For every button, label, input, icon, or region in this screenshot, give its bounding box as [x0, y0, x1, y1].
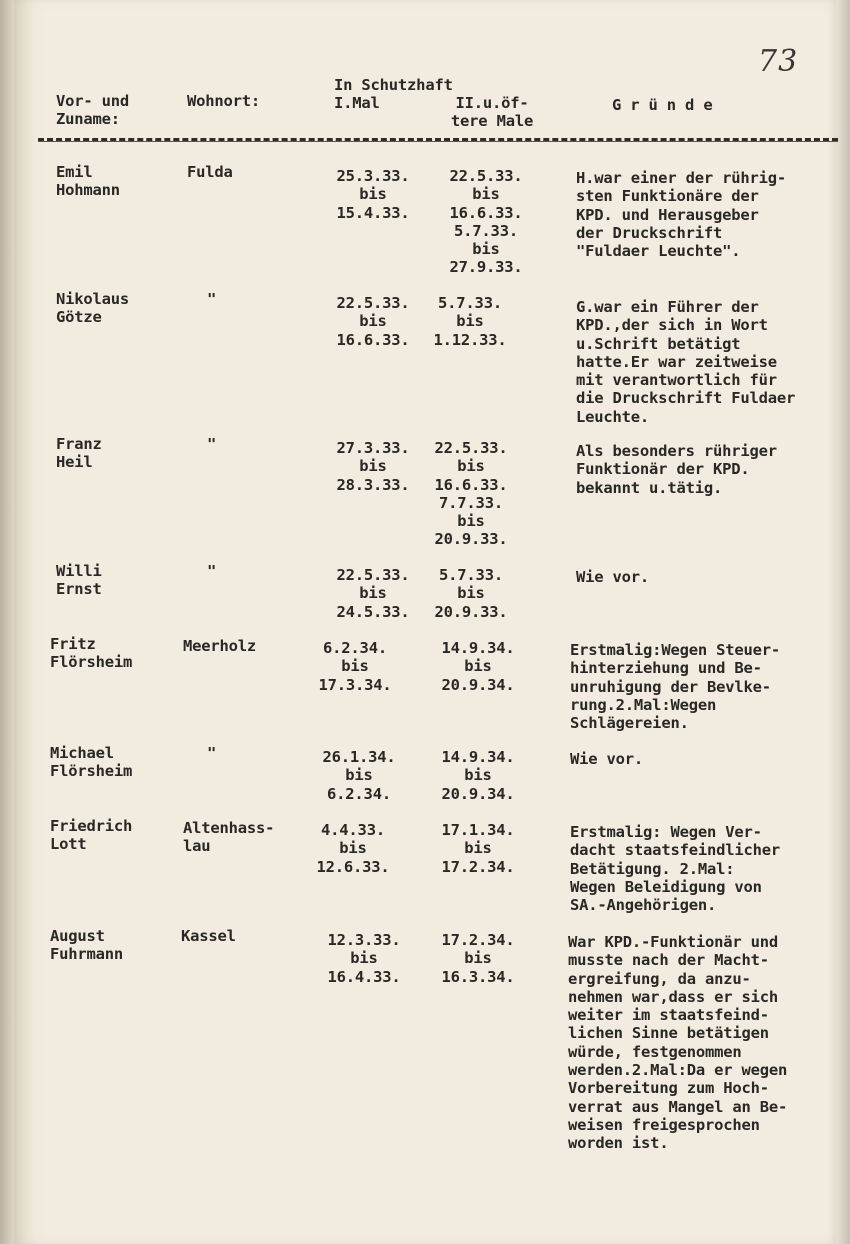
row-1-second: 22.5.33. bis 16.6.33. 5.7.33. bis 27.9.33.: [449, 167, 523, 277]
row-3-second: 22.5.33. bis 16.6.33. 7.7.33. bis 20.9.33.: [434, 439, 508, 549]
page-number: 73: [758, 44, 799, 79]
row-7-second: 17.1.34. bis 17.2.34.: [441, 821, 515, 876]
row-3-name: Franz Heil: [56, 435, 102, 472]
row-8-name: August Fuhrmann: [50, 927, 124, 964]
row-7-name: Friedrich Lott: [50, 817, 133, 854]
row-8-reason: War KPD.-Funktionär und musste nach der Macht- ergreifung, da anzu- nehmen war,dass er sich weiter im staatsfeind- lichen Sinne betätigen würde, festgenommen werden.2.Mal:Da er wegen Vorbereitung zum Hoch- verrat aus Mangel an Be- weisen freigesprochen worden ist.: [568, 933, 788, 1153]
row-2-second: 5.7.33. bis 1.12.33.: [433, 294, 507, 349]
row-5-first: 6.2.34. bis 17.3.34.: [318, 639, 392, 694]
row-6-first: 26.1.34. bis 6.2.34.: [322, 748, 396, 803]
header-rule-line: [38, 141, 838, 142]
row-2-residence: ": [207, 290, 217, 308]
row-5-reason: Erstmalig:Wegen Steuer- hinterziehung und Be- unruhigung der Bevlke- rung.2.Mal:Wegen Schlägereien.: [570, 641, 781, 733]
paper-left-edge: [0, 0, 14, 1244]
row-7-first: 4.4.33. bis 12.6.33.: [316, 821, 390, 876]
row-8-residence: Kassel: [181, 927, 236, 945]
row-3-first: 27.3.33. bis 28.3.33.: [336, 439, 410, 494]
row-8-first: 12.3.33. bis 16.4.33.: [327, 931, 401, 986]
row-3-reason: Als besonders rühriger Funktionär der KPD. bekannt u.tätig.: [576, 442, 777, 497]
row-6-name: Michael Flörsheim: [50, 744, 133, 781]
row-1-residence: Fulda: [187, 163, 233, 181]
header-name: Vor- und Zuname:: [56, 92, 130, 129]
header-custody: In Schutzhaft: [334, 76, 453, 94]
row-6-residence: ": [207, 744, 217, 762]
row-2-name: Nikolaus Götze: [56, 290, 130, 327]
row-5-residence: Meerholz: [183, 637, 257, 655]
row-8-second: 17.2.34. bis 16.3.34.: [441, 931, 515, 986]
row-1-name: Emil Hohmann: [56, 163, 120, 200]
row-7-residence: Altenhass- lau: [183, 819, 275, 856]
row-5-name: Fritz Flörsheim: [50, 635, 133, 672]
row-2-first: 22.5.33. bis 16.6.33.: [336, 294, 410, 349]
row-3-residence: ": [207, 435, 217, 453]
header-first: I.Mal: [334, 94, 380, 112]
row-5-second: 14.9.34. bis 20.9.34.: [441, 639, 515, 694]
row-1-first: 25.3.33. bis 15.4.33.: [336, 167, 410, 222]
row-4-reason: Wie vor.: [576, 568, 650, 586]
header-reasons: G r ü n d e: [612, 96, 713, 114]
row-4-residence: ": [207, 562, 217, 580]
row-1-reason: H.war einer der rührig- sten Funktionäre der KPD. und Herausgeber der Druckschrift "Fuldaer Leuchte".: [576, 169, 787, 261]
row-6-reason: Wie vor.: [570, 750, 644, 768]
row-4-first: 22.5.33. bis 24.5.33.: [336, 566, 410, 621]
row-4-second: 5.7.33. bis 20.9.33.: [434, 566, 508, 621]
header-second: II.u.öf- tere Male: [450, 94, 534, 131]
paper-right-edge: [836, 0, 850, 1244]
row-6-second: 14.9.34. bis 20.9.34.: [441, 748, 515, 803]
header-residence: Wohnort:: [187, 92, 261, 110]
row-7-reason: Erstmalig: Wegen Ver- dacht staatsfeindlicher Betätigung. 2.Mal: Wegen Beleidigung von SA.-Angehörigen.: [570, 823, 781, 915]
row-2-reason: G.war ein Führer der KPD.,der sich in Wort u.Schrift betätigt hatte.Er war zeitweise mit verantwortlich für die Druckschrift Fuldaer Leuchte.: [576, 298, 796, 426]
row-4-name: Willi Ernst: [56, 562, 102, 599]
